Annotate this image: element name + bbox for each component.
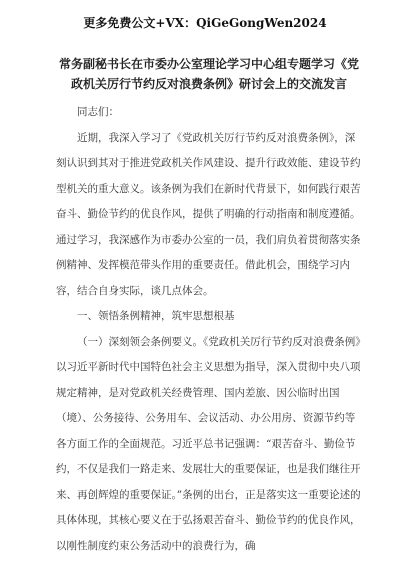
paragraph-section-1-1: （一）深刻领会条例要义。《党政机关厉行节约反对浪费条例》以习近平新时代中国特色社会主义思想为指导，深入贯彻中央八项规定精神，是对党政机关经费管理、国内差旅、因公临时出国（境）、公务接待、公务用车、会议活动、办公用房、资源节约等各方面工作的全面规范。习近平总书记强调：“艰苦奋斗、勤俭节约，不仅是我们一路走来、发展壮大的重要保证，也是我们继往开来、再创辉煌的重要保证。”条例的出台，正是落实这一重要论述的具体体现，其核心要义在于弘扬艰苦奋斗、勤俭节约的优良作风，以刚性制度约束公务活动中的浪费行为，确 bbox=[56, 335, 361, 552]
section-heading-1: 一、领悟条例精神，筑牢思想根基 bbox=[77, 310, 235, 322]
document-title: 常务副秘书长在市委办公室理论学习中心组专题学习《党政机关厉行节约反对浪费条例》研讨会上的交流发言 bbox=[58, 57, 359, 91]
paragraph-intro: 近期，我深入学习了《党政机关厉行节约反对浪费条例》，深刻认识到其对于推进党政机关作风建设、提升行政效能、建设节约型机关的重大意义。该条例为我们在新时代背景下，如何践行艰苦奋斗、勤俭节约的优良作风，提供了明确的行动指南和制度遵循。通过学习，我深感作为市委办公室的一员，我们肩负着贯彻落实条例精神、发挥模范带头作用的重要责任。借此机会，围绕学习内容，结合自身实际，谈几点体会。 bbox=[56, 131, 361, 297]
header-banner: 更多免费公文+VX：QiGeGongWen2024 bbox=[83, 16, 327, 30]
salutation: 同志们： bbox=[77, 106, 119, 118]
document-body bbox=[56, 100, 362, 559]
